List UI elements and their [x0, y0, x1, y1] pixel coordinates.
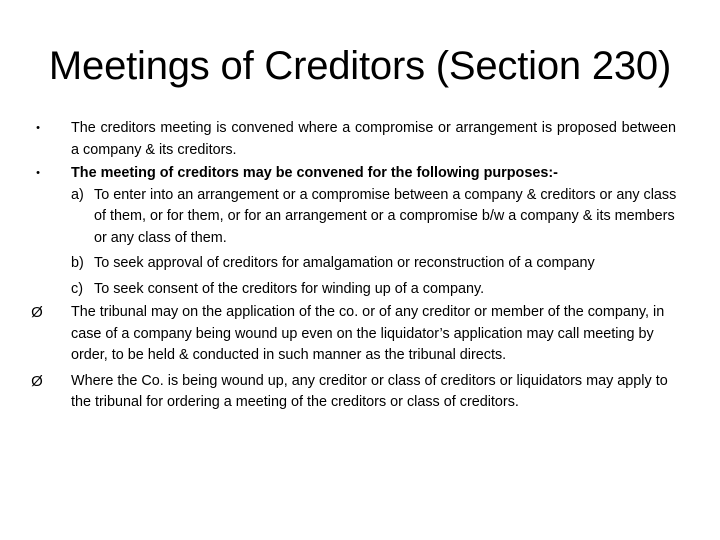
bullet-dot-icon: •: [36, 122, 40, 134]
sub-item-text: To enter into an arrangement or a compromise between a company & creditors or any class of them, or for them, or for an arrangement or a compromise b/w a company & its members or any class of them.: [94, 186, 677, 246]
sub-item: [0, 253, 720, 275]
sub-item-text: To seek approval of creditors for amalgamation or reconstruction of a company: [94, 255, 595, 271]
bullet-item: [0, 163, 720, 185]
arrow-bullet-icon: Ø: [31, 372, 43, 390]
bullet-text: The meeting of creditors may be convened for the following purposes:-: [71, 165, 558, 181]
bullet-text: The tribunal may on the application of the co. or of any creditor or member of the company, in case of a company being wound up even on the liquidator’s application may call meeting by order, to be held & conducted in such manner as the tribunal directs.: [71, 304, 665, 363]
bullet-text: The creditors meeting is convened where a compromise or arrangement is proposed between a company & its creditors.: [71, 120, 676, 158]
sub-item-label: c): [71, 280, 83, 297]
bullet-item: [0, 118, 720, 161]
arrow-bullet-icon: Ø: [31, 304, 43, 321]
sub-item: [0, 185, 720, 250]
bullet-item: [0, 302, 720, 367]
sub-item-label: b): [71, 255, 84, 271]
bullet-dot-icon: •: [36, 167, 40, 179]
slide-body: [0, 118, 720, 414]
sub-item-label: a): [71, 186, 84, 203]
bullet-text: Where the Co. is being wound up, any creditor or class of creditors or liquidators may apply to the tribunal for ordering a meeting of the creditors or class of creditors.: [71, 372, 668, 410]
slide-title: Meetings of Creditors (Section 230): [48, 44, 672, 88]
sub-item-text: To seek consent of the creditors for winding up of a company.: [94, 280, 485, 297]
bullet-item: [0, 371, 720, 414]
sub-item: [0, 279, 720, 301]
